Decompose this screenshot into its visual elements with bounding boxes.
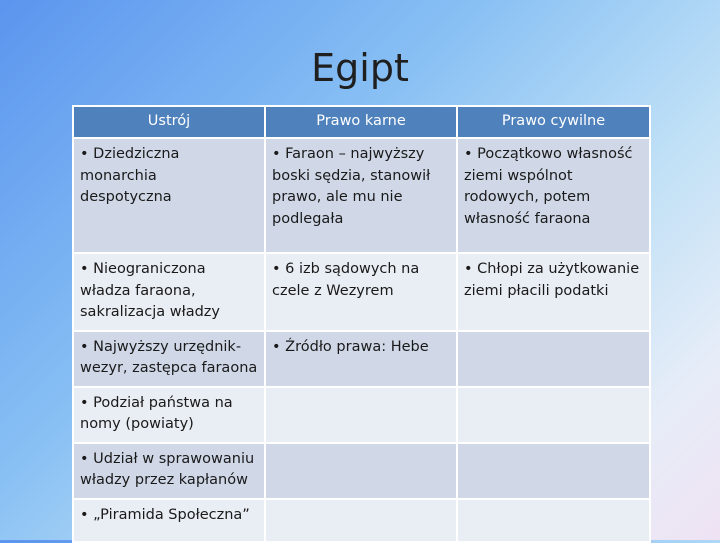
- table-cell: [457, 443, 650, 499]
- table-cell: • Początkowo własność ziemi wspólnot rodowych, potem własność faraona: [457, 138, 650, 253]
- table-row: [73, 499, 650, 542]
- table-cell: [265, 387, 457, 443]
- table-cell: • Chłopi za użytkowanie ziemi płacili podatki: [457, 253, 650, 331]
- table-row: [73, 253, 650, 331]
- table-cell: [265, 443, 457, 499]
- table-cell: • Udział w sprawowaniu władzy przez kapłanów: [73, 443, 265, 499]
- table-row: [73, 443, 650, 499]
- table-cell: [265, 499, 457, 542]
- table-row: [73, 331, 650, 387]
- table-cell: • Faraon – najwyższy boski sędzia, stanowił prawo, ale mu nie podlegała: [265, 138, 457, 253]
- table-cell: • Dziedziczna monarchia despotyczna: [73, 138, 265, 253]
- table-cell: [457, 499, 650, 542]
- header-cell-prawo-cywilne: Prawo cywilne: [457, 106, 650, 138]
- table-row: [73, 138, 650, 253]
- table-cell: [457, 387, 650, 443]
- table-header-row: [73, 106, 650, 138]
- table-row: [73, 387, 650, 443]
- table-cell: • Najwyższy urzędnik- wezyr, zastępca faraona: [73, 331, 265, 387]
- header-cell-ustroj: Ustrój: [73, 106, 265, 138]
- table-cell: • Nieograniczona władza faraona, sakralizacja władzy: [73, 253, 265, 331]
- table-cell: • Źródło prawa: Hebe: [265, 331, 457, 387]
- slide-title: Egipt: [311, 46, 409, 90]
- comparison-table: [72, 105, 651, 543]
- table-cell: [457, 331, 650, 387]
- header-cell-prawo-karne: Prawo karne: [265, 106, 457, 138]
- table-cell: • 6 izb sądowych na czele z Wezyrem: [265, 253, 457, 331]
- table-cell: • „Piramida Społeczna”: [73, 499, 265, 542]
- table-cell: • Podział państwa na nomy (powiaty): [73, 387, 265, 443]
